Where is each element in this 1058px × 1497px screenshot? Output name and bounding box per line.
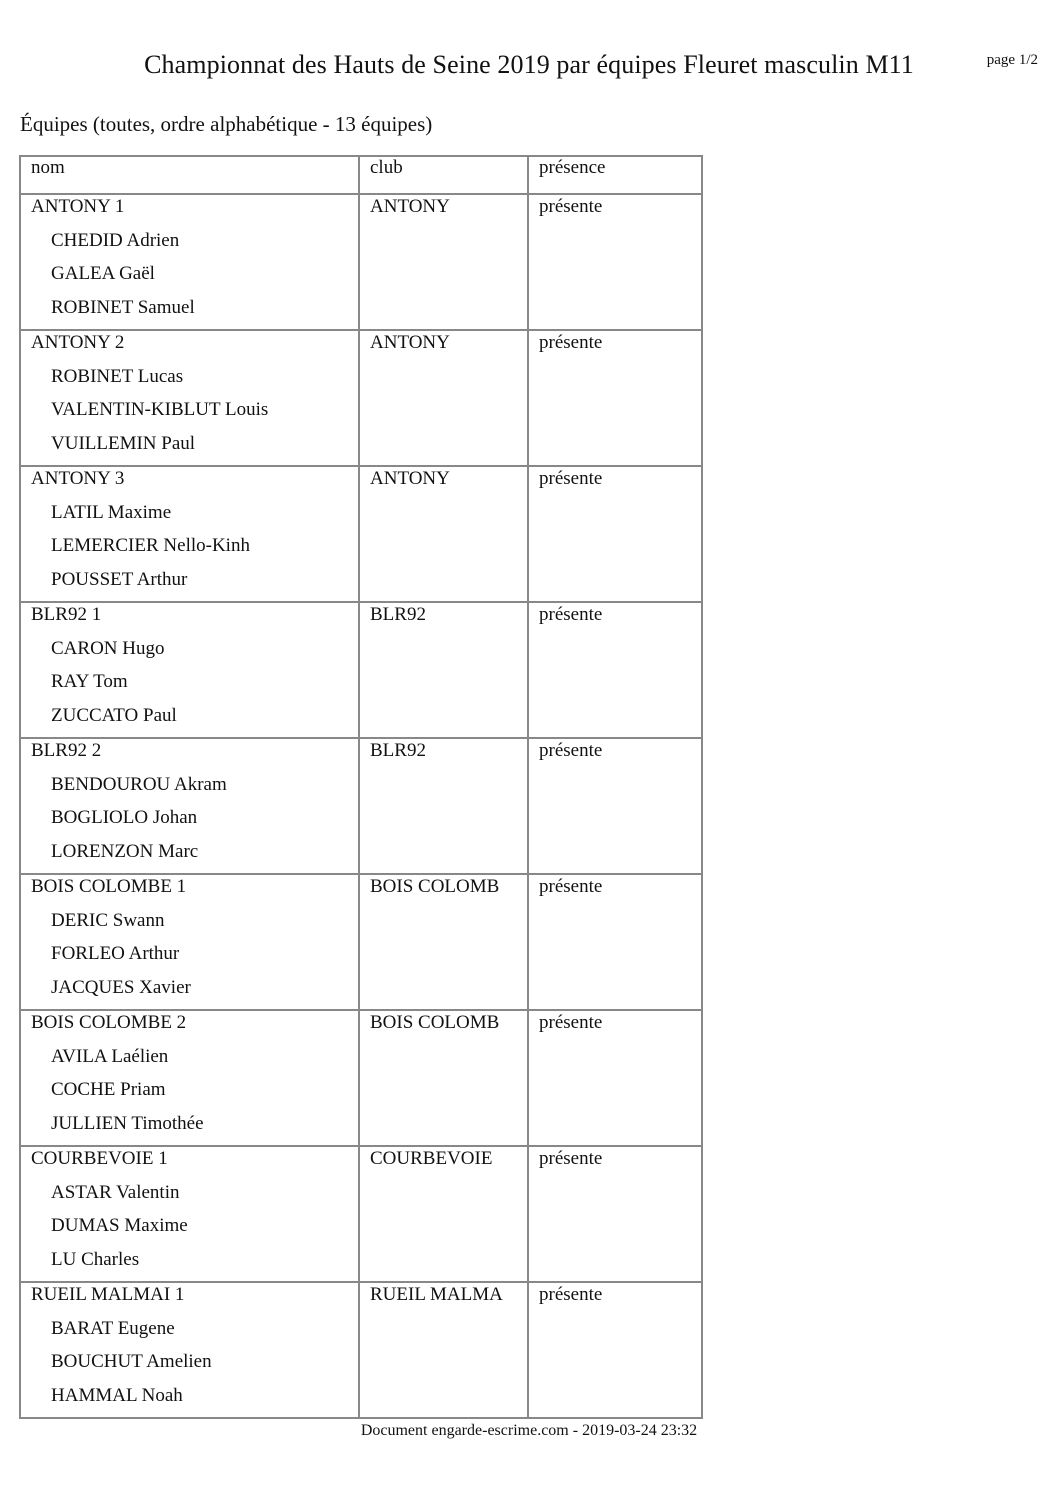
team-member: LEMERCIER Nello-Kinh xyxy=(51,535,250,556)
page-title: Championnat des Hauts de Seine 2019 par équipes Fleuret masculin M11 xyxy=(144,50,914,79)
table-row xyxy=(20,602,702,738)
club-name: BLR92 xyxy=(370,604,426,625)
club-name: BLR92 xyxy=(370,740,426,761)
table-row xyxy=(20,738,702,874)
team-member: GALEA Gaël xyxy=(51,263,155,284)
club-name: BOIS COLOMB xyxy=(370,876,500,897)
team-member: AVILA Laélien xyxy=(51,1045,169,1067)
team-member: JULLIEN Timothée xyxy=(51,1112,204,1134)
team-name: BLR92 2 xyxy=(31,740,102,761)
column-header-nom: nom xyxy=(20,156,359,194)
club-name: COURBEVOIE xyxy=(370,1148,493,1169)
column-header-club: club xyxy=(359,156,528,194)
presence-cell xyxy=(528,1146,702,1282)
team-name: ANTONY 1 xyxy=(31,196,125,217)
team-member: VALENTIN-KIBLUT Louis xyxy=(51,399,269,420)
presence-cell xyxy=(528,602,702,738)
presence-status: présente xyxy=(539,1284,603,1305)
teams-table xyxy=(19,155,703,1419)
team-member: ASTAR Valentin xyxy=(51,1181,180,1203)
club-cell xyxy=(359,466,528,602)
presence-status: présente xyxy=(539,876,603,897)
presence-cell xyxy=(528,466,702,602)
club-cell xyxy=(359,738,528,874)
team-member: HAMMAL Noah xyxy=(51,1384,183,1406)
presence-status: présente xyxy=(539,1012,603,1033)
page-number: page 1/2 xyxy=(986,52,1038,68)
team-member: COCHE Priam xyxy=(51,1079,166,1100)
table-row xyxy=(20,1146,702,1282)
table-row xyxy=(20,874,702,1010)
team-name: BOIS COLOMBE 2 xyxy=(31,1012,187,1033)
team-member: BOGLIOLO Johan xyxy=(51,807,198,828)
document-footer: Document engarde-escrime.com - 2019-03-24 23:32 xyxy=(360,1422,698,1439)
club-cell xyxy=(359,874,528,1010)
team-member: LATIL Maxime xyxy=(51,501,172,523)
team-name: ANTONY 2 xyxy=(31,332,125,353)
presence-status: présente xyxy=(539,332,603,353)
team-cell xyxy=(20,874,359,1010)
team-member: CHEDID Adrien xyxy=(51,229,180,251)
team-member: LORENZON Marc xyxy=(51,840,199,862)
presence-status: présente xyxy=(539,196,603,217)
team-cell xyxy=(20,466,359,602)
presence-status: présente xyxy=(539,1148,603,1169)
team-member: POUSSET Arthur xyxy=(51,568,188,590)
team-name: RUEIL MALMAI 1 xyxy=(31,1284,185,1305)
section-heading: Équipes (toutes, ordre alphabétique - 13 équipes) xyxy=(20,112,433,136)
presence-cell xyxy=(528,1010,702,1146)
team-cell xyxy=(20,1282,359,1418)
club-cell xyxy=(359,1146,528,1282)
team-member: FORLEO Arthur xyxy=(51,943,180,964)
team-member: BOUCHUT Amelien xyxy=(51,1351,212,1372)
team-cell xyxy=(20,1010,359,1146)
team-member: BENDOUROU Akram xyxy=(51,773,227,795)
presence-status: présente xyxy=(539,740,603,761)
team-member: JACQUES Xavier xyxy=(51,976,191,998)
team-name: BLR92 1 xyxy=(31,604,102,625)
team-member: DERIC Swann xyxy=(51,909,165,931)
presence-cell xyxy=(528,330,702,466)
team-cell xyxy=(20,738,359,874)
club-cell xyxy=(359,330,528,466)
team-name: COURBEVOIE 1 xyxy=(31,1148,168,1169)
table-row xyxy=(20,194,702,330)
club-name: ANTONY xyxy=(370,468,450,489)
club-cell xyxy=(359,194,528,330)
team-name: BOIS COLOMBE 1 xyxy=(31,876,187,897)
club-name: ANTONY xyxy=(370,332,450,353)
team-member: CARON Hugo xyxy=(51,637,165,659)
presence-cell xyxy=(528,738,702,874)
team-member: BARAT Eugene xyxy=(51,1317,175,1339)
club-cell xyxy=(359,1010,528,1146)
table-row xyxy=(20,330,702,466)
presence-status: présente xyxy=(539,604,603,625)
club-name: BOIS COLOMB xyxy=(370,1012,500,1033)
team-member: ZUCCATO Paul xyxy=(51,704,177,726)
team-cell xyxy=(20,330,359,466)
team-cell xyxy=(20,1146,359,1282)
team-member: LU Charles xyxy=(51,1248,140,1270)
table-row xyxy=(20,1282,702,1418)
club-cell xyxy=(359,1282,528,1418)
club-cell xyxy=(359,602,528,738)
team-cell xyxy=(20,194,359,330)
presence-cell xyxy=(528,874,702,1010)
club-name: RUEIL MALMA xyxy=(370,1284,503,1305)
club-name: ANTONY xyxy=(370,196,450,217)
presence-cell xyxy=(528,1282,702,1418)
team-member: ROBINET Lucas xyxy=(51,365,184,387)
team-member: DUMAS Maxime xyxy=(51,1215,188,1236)
team-member: VUILLEMIN Paul xyxy=(51,432,196,454)
team-name: ANTONY 3 xyxy=(31,468,125,489)
team-member: RAY Tom xyxy=(51,671,128,692)
column-header-presence: présence xyxy=(528,156,702,194)
table-row xyxy=(20,466,702,602)
table-row xyxy=(20,1010,702,1146)
presence-cell xyxy=(528,194,702,330)
team-cell xyxy=(20,602,359,738)
team-member: ROBINET Samuel xyxy=(51,296,195,318)
presence-status: présente xyxy=(539,468,603,489)
table-header-row xyxy=(20,156,702,194)
